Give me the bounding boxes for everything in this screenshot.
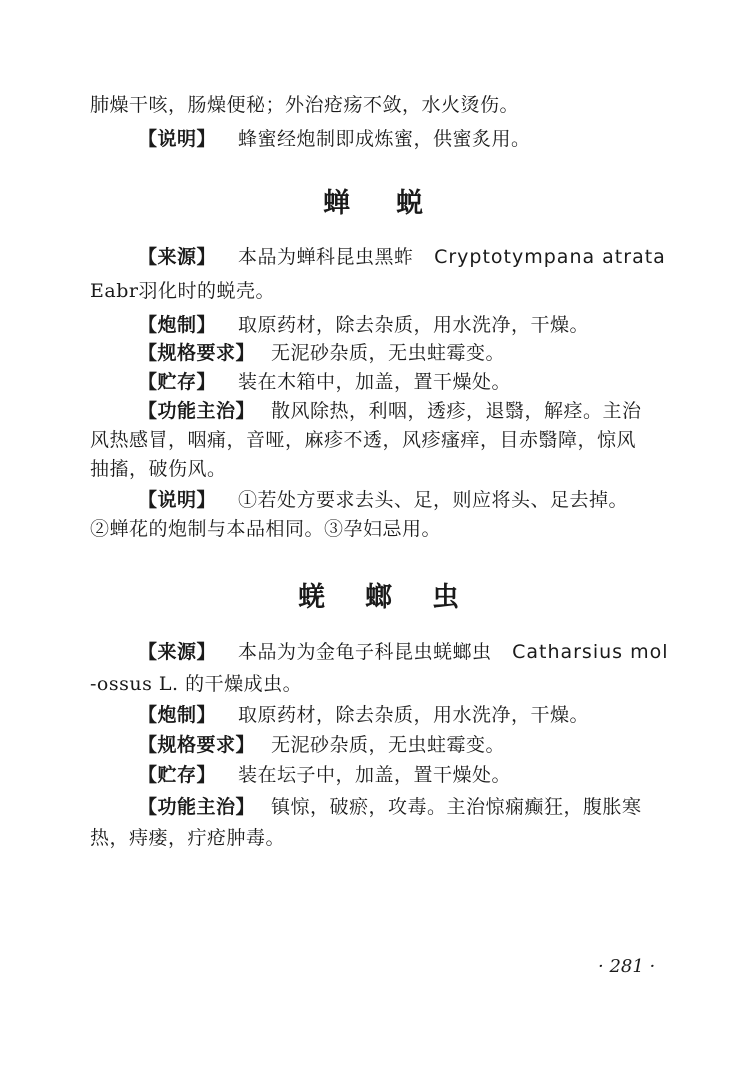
note-text: 蜂蜜经炮制即成炼蜜，供蜜炙用。 [238, 128, 531, 150]
note-label: 【说明】 [138, 128, 217, 150]
storage-label: 【贮存】 [138, 764, 217, 786]
storage-text: 装在木箱中，加盖，置干燥处。 [238, 371, 512, 393]
page-number: · 281 · [598, 956, 656, 977]
source-label: 【来源】 [138, 246, 217, 268]
storage-label: 【贮存】 [138, 371, 217, 393]
spec-text: 无泥砂杂质，无虫蛀霉变。 [271, 342, 506, 364]
section1-note-cont [90, 517, 441, 541]
function-text-cont: 抽搐，破伤风。 [90, 458, 227, 480]
storage-text: 装在坛子中，加盖，置干燥处。 [238, 764, 512, 786]
section2-spec [138, 733, 505, 757]
process-text: 取原药材，除去杂质，用水洗净，干燥。 [238, 704, 590, 726]
function-label: 【功能主治】 [138, 400, 256, 422]
section1-function-cont [90, 428, 636, 452]
spec-label: 【规格要求】 [138, 342, 256, 364]
intro-line [90, 93, 519, 117]
section1-title-char: 蝉 [323, 188, 350, 219]
section2-title [298, 582, 459, 614]
section2-process [138, 703, 589, 727]
section2-source-cont [90, 672, 302, 696]
source-label: 【来源】 [138, 641, 217, 663]
function-text-cont: 风热感冒，咽痛，音哑，麻疹不透，风疹瘙痒，目赤翳障，惊风 [90, 429, 637, 451]
section1-source-cont [90, 279, 275, 303]
section1-source [138, 245, 666, 269]
process-label: 【炮制】 [138, 704, 217, 726]
section1-storage [138, 370, 511, 394]
intro-text: 肺燥干咳，肠燥便秘；外治疮疡不敛，水火烫伤。 [90, 94, 520, 116]
process-label: 【炮制】 [138, 314, 217, 336]
function-text: 镇惊，破瘀，攻毒。主治惊痫癫狂，腹胀寒 [271, 796, 642, 818]
function-text: 散风除热，利咽，透疹，退翳，解痉。主治 [271, 400, 642, 422]
section1-title-char: 蜕 [396, 188, 423, 219]
section1-function [138, 399, 642, 423]
section2-function [138, 795, 642, 819]
section2-function-cont [90, 826, 285, 850]
note-text: ①若处方要求去头、足，则应将头、足去掉。 [238, 489, 629, 511]
section1-function-cont [90, 457, 227, 481]
source-latin-name: Cryptotympana atrata [434, 246, 666, 268]
function-label: 【功能主治】 [138, 796, 256, 818]
section1-title [323, 188, 423, 220]
section1-note [138, 488, 628, 512]
section2-title-char: 螂 [365, 582, 392, 613]
section2-title-char: 虫 [432, 582, 459, 613]
note-text-cont: ②蝉花的炮制与本品相同。③孕妇忌用。 [90, 518, 442, 540]
section1-process [138, 313, 589, 337]
section1-spec [138, 341, 505, 365]
spec-text: 无泥砂杂质，无虫蛀霉变。 [271, 734, 506, 756]
intro-note [138, 127, 531, 151]
section2-title-char: 蜣 [298, 582, 325, 613]
source-text: 本品为蝉科昆虫黑蚱 [238, 246, 414, 268]
section2-storage [138, 763, 511, 787]
spec-label: 【规格要求】 [138, 734, 256, 756]
process-text: 取原药材，除去杂质，用水洗净，干燥。 [238, 314, 590, 336]
source-text: 本品为为金龟子科昆虫蜣螂虫 [238, 641, 492, 663]
note-label: 【说明】 [138, 489, 217, 511]
section2-source [138, 640, 669, 664]
function-text-cont: 热，痔瘘，疔疮肿毒。 [90, 827, 286, 849]
source-text-cont: -ossus L. 的干燥成虫。 [90, 673, 303, 695]
source-text-cont: Eabr羽化时的蜕壳。 [90, 280, 275, 302]
source-latin-name: Catharsius mol [512, 641, 669, 663]
